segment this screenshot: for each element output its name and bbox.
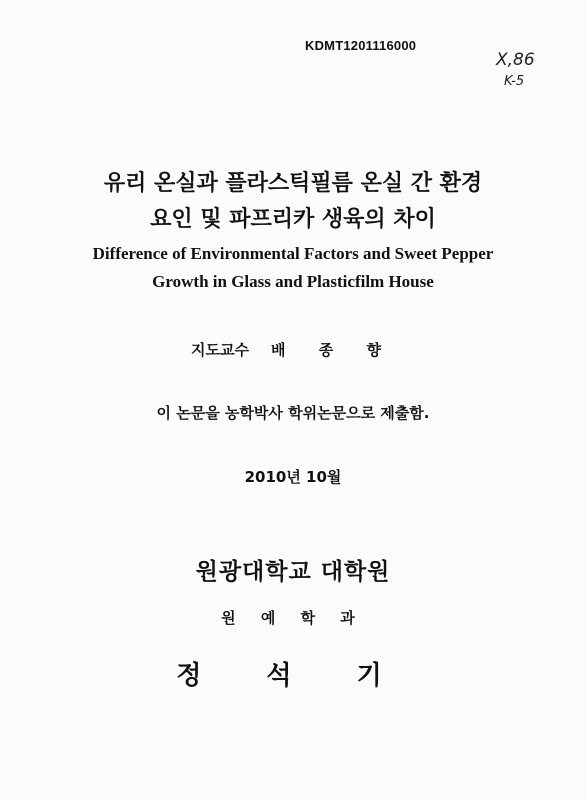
english-title-line1: Difference of Environmental Factors and Sweet Pepper xyxy=(92,244,494,263)
english-title-line2: Growth in Glass and Plasticfilm House xyxy=(152,272,434,291)
korean-title-line2: 요인 및 파프리카 생육의 차이 xyxy=(150,207,436,232)
handwritten-note-line1: X,86 xyxy=(496,50,535,70)
university-name: 원광대학교 대학원 xyxy=(195,559,391,585)
department-name: 원 예 학 과 xyxy=(221,609,365,627)
handwritten-note-line2: K-5 xyxy=(504,74,525,89)
korean-title-line1: 유리 온실과 플라스틱필름 온실 간 환경 xyxy=(103,171,483,196)
submission-statement: 이 논문을 농학박사 학위논문으로 제출함. xyxy=(156,404,430,422)
advisor-line xyxy=(0,339,586,360)
document-id: KDMT1201116000 xyxy=(305,38,417,53)
submission-date: 2010년 10월 xyxy=(244,468,342,486)
advisor-label: 지도교수 xyxy=(191,341,250,359)
author-name: 정 석 기 xyxy=(176,661,410,691)
advisor-name: 배 종 향 xyxy=(271,341,395,359)
